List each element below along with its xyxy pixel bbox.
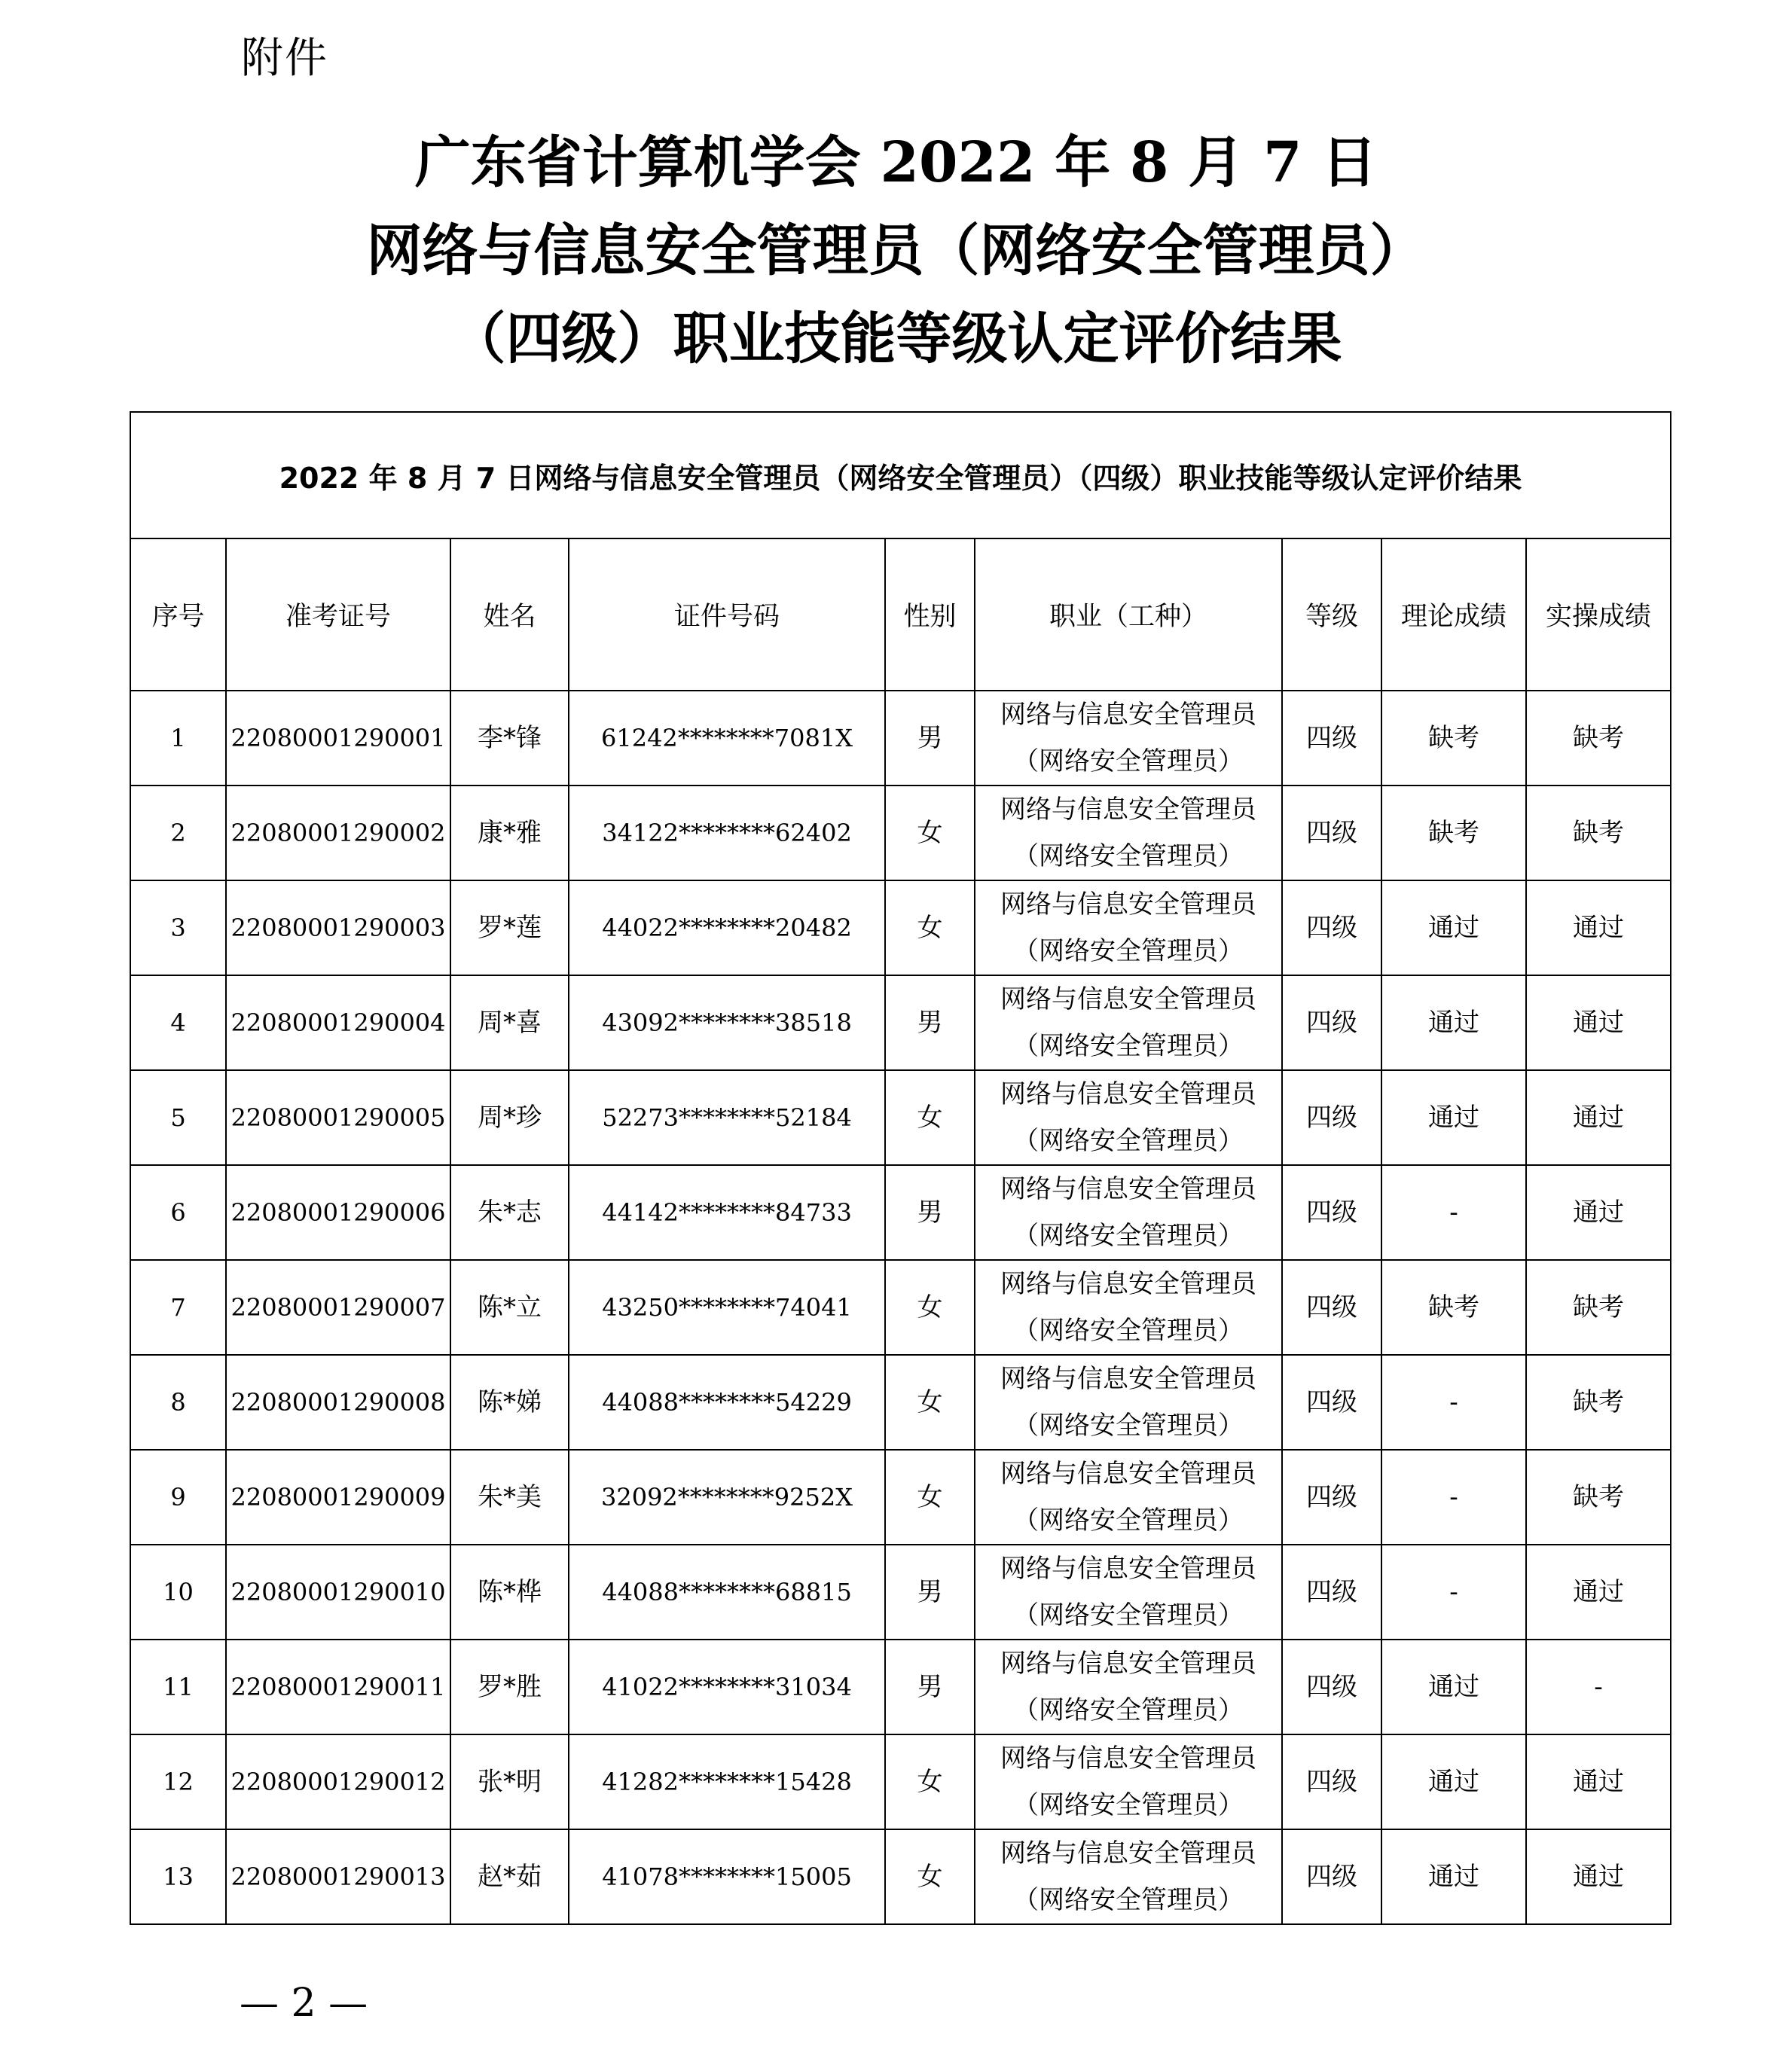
cell-practice: 缺考 (1526, 1450, 1671, 1545)
table-row (130, 691, 1671, 786)
cell-practice: 缺考 (1526, 786, 1671, 880)
cell-name: 赵*茹 (450, 1829, 569, 1924)
cell-theory: 通过 (1381, 1829, 1526, 1924)
cell-theory: 通过 (1381, 1640, 1526, 1734)
cell-practice: 缺考 (1526, 691, 1671, 786)
header-no: 序号 (130, 538, 226, 691)
cell-ticket: 22080001290013 (226, 1829, 450, 1924)
cell-job (975, 1070, 1282, 1165)
job-subtitle-line: （网络安全管理员） (1013, 936, 1244, 966)
header-job: 职业（工种） (975, 538, 1282, 691)
cell-id: 44142********84733 (569, 1165, 885, 1260)
cell-job (975, 786, 1282, 880)
cell-level: 四级 (1282, 1640, 1381, 1734)
job-subtitle-line: （网络安全管理员） (1013, 1126, 1244, 1156)
document-title-line-3: （四级）职业技能等级认定评价结果 (450, 307, 1342, 371)
cell-theory: - (1381, 1545, 1526, 1640)
table-row (130, 1734, 1671, 1829)
table-row (130, 975, 1671, 1070)
cell-job (975, 1829, 1282, 1924)
job-title-line: 网络与信息安全管理员 (1000, 1838, 1256, 1868)
cell-name: 陈*娣 (450, 1355, 569, 1450)
cell-ticket: 22080001290001 (226, 691, 450, 786)
page-number: — 2 — (240, 1981, 368, 2026)
cell-no: 9 (130, 1450, 226, 1545)
job-subtitle-line: （网络安全管理员） (1013, 1600, 1244, 1631)
cell-gender: 女 (885, 1260, 975, 1355)
cell-ticket: 22080001290002 (226, 786, 450, 880)
cell-ticket: 22080001290004 (226, 975, 450, 1070)
cell-practice: 缺考 (1526, 1355, 1671, 1450)
cell-gender: 女 (885, 1070, 975, 1165)
cell-name: 陈*立 (450, 1260, 569, 1355)
table-row (130, 1640, 1671, 1734)
table-row (130, 1070, 1671, 1165)
cell-theory: 缺考 (1381, 691, 1526, 786)
cell-ticket: 22080001290012 (226, 1734, 450, 1829)
cell-job (975, 1450, 1282, 1545)
cell-id: 41282********15428 (569, 1734, 885, 1829)
header-practice: 实操成绩 (1526, 538, 1671, 691)
cell-practice: 通过 (1526, 1545, 1671, 1640)
header-ticket: 准考证号 (226, 538, 450, 691)
cell-id: 61242********7081X (569, 691, 885, 786)
cell-no: 11 (130, 1640, 226, 1734)
job-title-line: 网络与信息安全管理员 (1000, 795, 1256, 825)
table-row (130, 880, 1671, 975)
cell-gender: 女 (885, 1355, 975, 1450)
job-title-line: 网络与信息安全管理员 (1000, 1174, 1256, 1204)
cell-no: 8 (130, 1355, 226, 1450)
cell-practice: 缺考 (1526, 1260, 1671, 1355)
cell-id: 43092********38518 (569, 975, 885, 1070)
cell-theory: - (1381, 1165, 1526, 1260)
header-name: 姓名 (450, 538, 569, 691)
cell-level: 四级 (1282, 880, 1381, 975)
cell-job (975, 1260, 1282, 1355)
job-subtitle-line: （网络安全管理员） (1013, 746, 1244, 776)
cell-no: 12 (130, 1734, 226, 1829)
cell-level: 四级 (1282, 1545, 1381, 1640)
cell-gender: 女 (885, 786, 975, 880)
cell-name: 周*珍 (450, 1070, 569, 1165)
cell-name: 罗*胜 (450, 1640, 569, 1734)
cell-level: 四级 (1282, 1450, 1381, 1545)
job-title-line: 网络与信息安全管理员 (1000, 889, 1256, 920)
cell-id: 44022********20482 (569, 880, 885, 975)
cell-level: 四级 (1282, 1355, 1381, 1450)
cell-id: 32092********9252X (569, 1450, 885, 1545)
cell-name: 周*喜 (450, 975, 569, 1070)
cell-job (975, 691, 1282, 786)
document-title-line-2: 网络与信息安全管理员（网络安全管理员） (366, 218, 1426, 283)
cell-id: 52273********52184 (569, 1070, 885, 1165)
job-subtitle-line: （网络安全管理员） (1013, 1695, 1244, 1725)
cell-id: 44088********54229 (569, 1355, 885, 1450)
cell-no: 1 (130, 691, 226, 786)
cell-theory: 缺考 (1381, 786, 1526, 880)
cell-level: 四级 (1282, 1070, 1381, 1165)
cell-gender: 男 (885, 1640, 975, 1734)
cell-gender: 女 (885, 880, 975, 975)
job-title-line: 网络与信息安全管理员 (1000, 1459, 1256, 1489)
header-level: 等级 (1282, 538, 1381, 691)
cell-theory: 通过 (1381, 1070, 1526, 1165)
job-title-line: 网络与信息安全管理员 (1000, 1649, 1256, 1679)
job-subtitle-line: （网络安全管理员） (1013, 1221, 1244, 1251)
header-id: 证件号码 (569, 538, 885, 691)
job-subtitle-line: （网络安全管理员） (1013, 1411, 1244, 1441)
table-row (130, 1450, 1671, 1545)
cell-ticket: 22080001290006 (226, 1165, 450, 1260)
cell-ticket: 22080001290003 (226, 880, 450, 975)
cell-practice: - (1526, 1640, 1671, 1734)
cell-no: 5 (130, 1070, 226, 1165)
cell-theory: - (1381, 1355, 1526, 1450)
table-row (130, 1355, 1671, 1450)
cell-practice: 通过 (1526, 1070, 1671, 1165)
cell-no: 13 (130, 1829, 226, 1924)
results-table (130, 411, 1671, 1925)
cell-id: 34122********62402 (569, 786, 885, 880)
cell-no: 2 (130, 786, 226, 880)
job-subtitle-line: （网络安全管理员） (1013, 841, 1244, 871)
cell-level: 四级 (1282, 1829, 1381, 1924)
cell-no: 4 (130, 975, 226, 1070)
cell-theory: 通过 (1381, 880, 1526, 975)
cell-practice: 通过 (1526, 975, 1671, 1070)
header-gender: 性别 (885, 538, 975, 691)
attachment-label: 附件 (241, 34, 328, 83)
cell-job (975, 880, 1282, 975)
cell-theory: - (1381, 1450, 1526, 1545)
cell-level: 四级 (1282, 1734, 1381, 1829)
table-row (130, 1829, 1671, 1924)
cell-practice: 通过 (1526, 880, 1671, 975)
cell-no: 3 (130, 880, 226, 975)
cell-name: 康*雅 (450, 786, 569, 880)
cell-ticket: 22080001290007 (226, 1260, 450, 1355)
cell-job (975, 1545, 1282, 1640)
cell-ticket: 22080001290011 (226, 1640, 450, 1734)
table-caption: 2022 年 8 月 7 日网络与信息安全管理员（网络安全管理员）（四级）职业技能等级认定评价结果 (130, 412, 1671, 538)
cell-name: 罗*莲 (450, 880, 569, 975)
cell-id: 41078********15005 (569, 1829, 885, 1924)
cell-name: 李*锋 (450, 691, 569, 786)
cell-ticket: 22080001290008 (226, 1355, 450, 1450)
table-row (130, 1165, 1671, 1260)
cell-job (975, 1355, 1282, 1450)
cell-no: 6 (130, 1165, 226, 1260)
cell-ticket: 22080001290005 (226, 1070, 450, 1165)
cell-no: 7 (130, 1260, 226, 1355)
table-row (130, 1260, 1671, 1355)
cell-name: 张*明 (450, 1734, 569, 1829)
cell-ticket: 22080001290010 (226, 1545, 450, 1640)
cell-theory: 通过 (1381, 1734, 1526, 1829)
cell-practice: 通过 (1526, 1165, 1671, 1260)
cell-theory: 缺考 (1381, 1260, 1526, 1355)
job-title-line: 网络与信息安全管理员 (1000, 1269, 1256, 1299)
job-title-line: 网络与信息安全管理员 (1000, 700, 1256, 730)
cell-name: 陈*桦 (450, 1545, 569, 1640)
cell-practice: 通过 (1526, 1829, 1671, 1924)
job-title-line: 网络与信息安全管理员 (1000, 1554, 1256, 1584)
cell-level: 四级 (1282, 1260, 1381, 1355)
job-subtitle-line: （网络安全管理员） (1013, 1031, 1244, 1061)
cell-gender: 男 (885, 691, 975, 786)
cell-level: 四级 (1282, 1165, 1381, 1260)
job-title-line: 网络与信息安全管理员 (1000, 1743, 1256, 1774)
cell-no: 10 (130, 1545, 226, 1640)
cell-theory: 通过 (1381, 975, 1526, 1070)
job-subtitle-line: （网络安全管理员） (1013, 1316, 1244, 1346)
table-row (130, 786, 1671, 880)
cell-id: 44088********68815 (569, 1545, 885, 1640)
cell-gender: 女 (885, 1450, 975, 1545)
job-title-line: 网络与信息安全管理员 (1000, 984, 1256, 1014)
cell-level: 四级 (1282, 691, 1381, 786)
cell-job (975, 1640, 1282, 1734)
cell-ticket: 22080001290009 (226, 1450, 450, 1545)
document-title-line-1: 广东省计算机学会 2022 年 8 月 7 日 (414, 130, 1378, 195)
cell-job (975, 1165, 1282, 1260)
table-header-row (130, 538, 1671, 691)
job-subtitle-line: （网络安全管理员） (1013, 1885, 1244, 1915)
cell-id: 43250********74041 (569, 1260, 885, 1355)
job-title-line: 网络与信息安全管理员 (1000, 1079, 1256, 1109)
cell-name: 朱*美 (450, 1450, 569, 1545)
job-subtitle-line: （网络安全管理员） (1013, 1790, 1244, 1820)
cell-gender: 男 (885, 1165, 975, 1260)
job-title-line: 网络与信息安全管理员 (1000, 1364, 1256, 1394)
cell-id: 41022********31034 (569, 1640, 885, 1734)
cell-gender: 男 (885, 1545, 975, 1640)
table-row (130, 1545, 1671, 1640)
cell-job (975, 975, 1282, 1070)
cell-level: 四级 (1282, 975, 1381, 1070)
cell-gender: 女 (885, 1829, 975, 1924)
cell-level: 四级 (1282, 786, 1381, 880)
cell-gender: 女 (885, 1734, 975, 1829)
cell-practice: 通过 (1526, 1734, 1671, 1829)
cell-job (975, 1734, 1282, 1829)
cell-name: 朱*志 (450, 1165, 569, 1260)
job-subtitle-line: （网络安全管理员） (1013, 1505, 1244, 1536)
header-theory: 理论成绩 (1381, 538, 1526, 691)
cell-gender: 男 (885, 975, 975, 1070)
